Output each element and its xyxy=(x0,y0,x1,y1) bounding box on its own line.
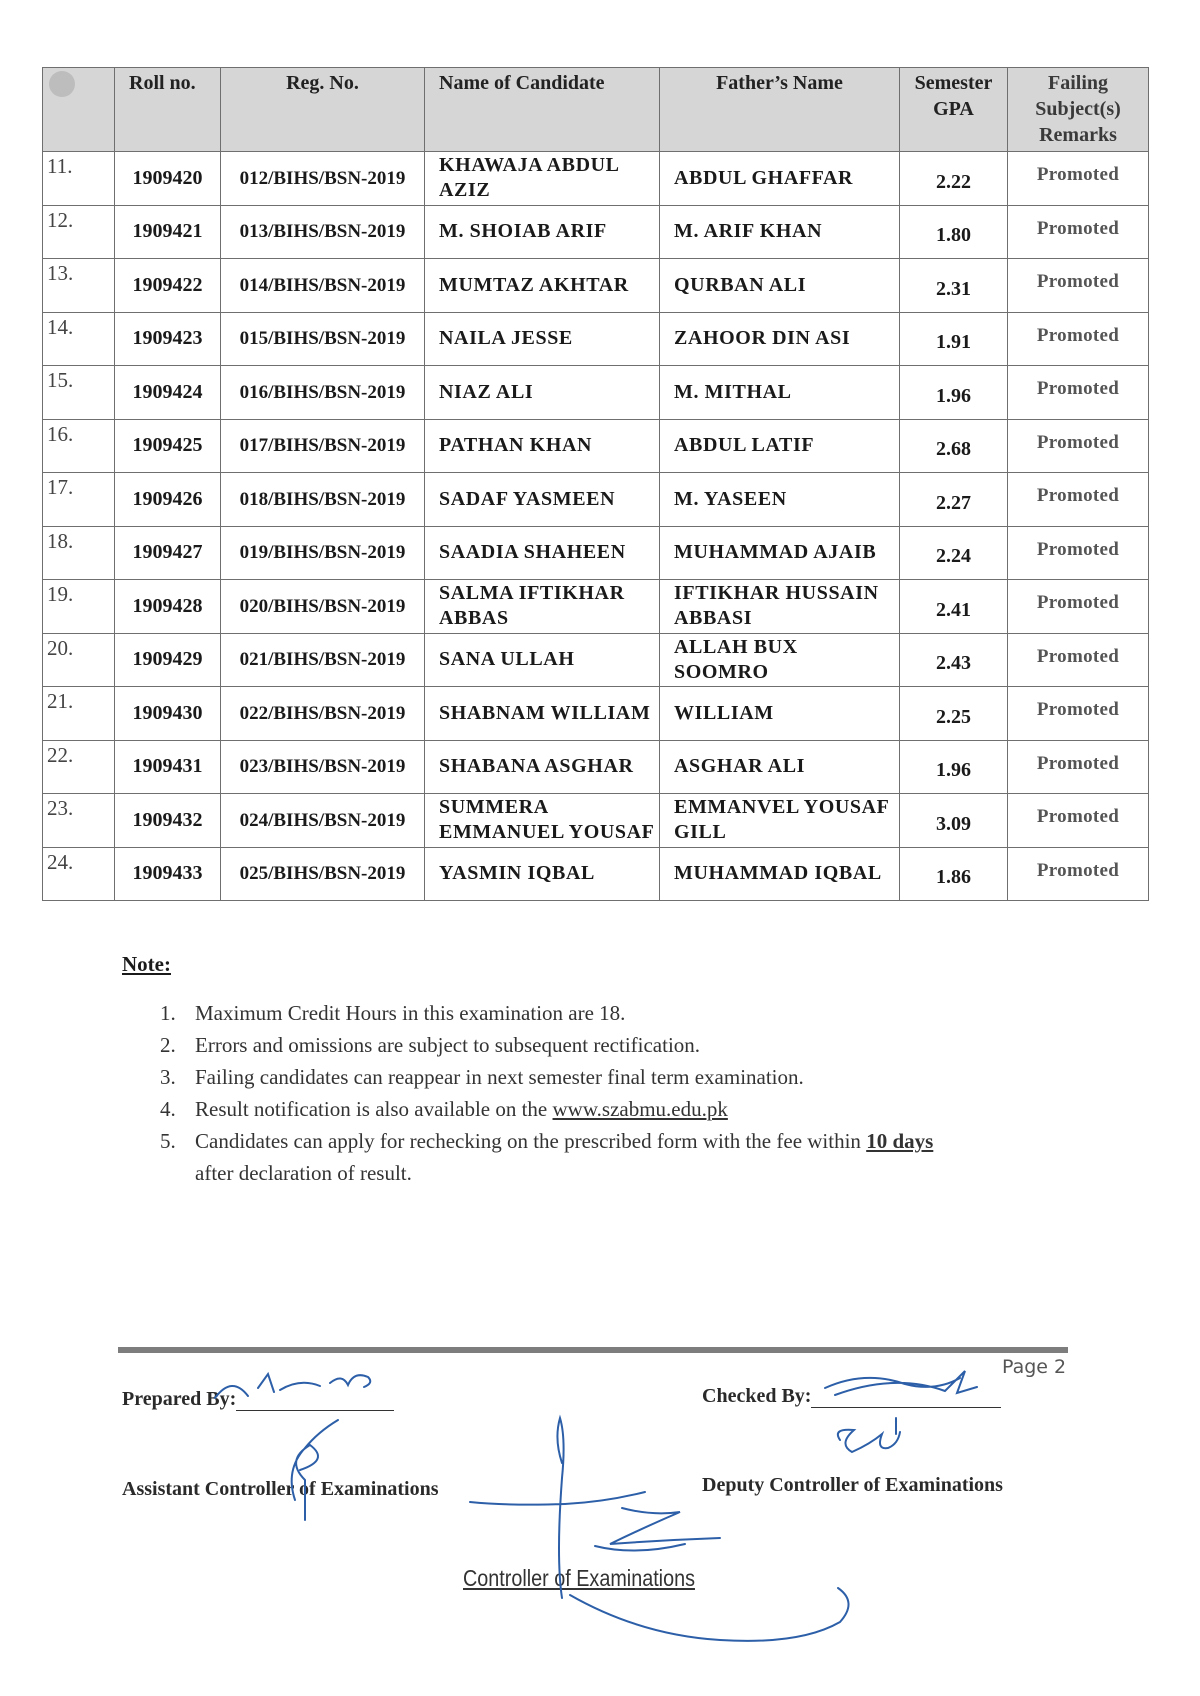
gpa-cell: 2.22 xyxy=(900,152,1008,206)
controller-title: Controller of Examinations xyxy=(463,1565,695,1591)
controller-signature xyxy=(470,1418,849,1641)
note-item: 5. Candidates can apply for rechecking on the prescribed form with the fee within 10 days after declaration of result. xyxy=(160,1129,934,1185)
candidate-name-cell: M. SHOIAB ARIF xyxy=(425,205,660,259)
remarks-cell: Promoted xyxy=(1008,205,1149,259)
father-name-cell: M. ARIF KHAN xyxy=(660,205,900,259)
roll-no-cell: 1909423 xyxy=(115,312,221,366)
gpa-cell: 1.80 xyxy=(900,205,1008,259)
remarks-cell: Promoted xyxy=(1008,794,1149,848)
reg-no-cell: 018/BIHS/BSN-2019 xyxy=(221,473,425,527)
reg-no-cell: 025/BIHS/BSN-2019 xyxy=(221,847,425,901)
sr-no-cell: 24. xyxy=(43,847,115,901)
reg-no-cell: 015/BIHS/BSN-2019 xyxy=(221,312,425,366)
gpa-cell: 2.41 xyxy=(900,580,1008,634)
reg-no-cell: 020/BIHS/BSN-2019 xyxy=(221,580,425,634)
gpa-cell: 2.68 xyxy=(900,419,1008,473)
table-row xyxy=(43,312,1149,366)
note-item: 4. Result notification is also available on the www.szabmu.edu.pk xyxy=(160,1097,728,1121)
reg-no-cell: 013/BIHS/BSN-2019 xyxy=(221,205,425,259)
deadline-emphasis: 10 days xyxy=(866,1129,934,1153)
roll-no-cell: 1909427 xyxy=(115,526,221,580)
footer-divider xyxy=(118,1347,1068,1353)
sr-no-cell: 13. xyxy=(43,259,115,313)
roll-no-cell: 1909431 xyxy=(115,740,221,794)
candidate-name-cell: SHABNAM WILLIAM xyxy=(425,687,660,741)
father-name-cell: ALLAH BUX SOOMRO xyxy=(660,633,900,687)
reg-no-cell: 019/BIHS/BSN-2019 xyxy=(221,526,425,580)
candidate-name-cell: MUMTAZ AKHTAR xyxy=(425,259,660,313)
sr-no-cell: 19. xyxy=(43,580,115,634)
prepared-by-label: Prepared By: xyxy=(122,1388,237,1410)
page-number: Page 2 xyxy=(1002,1356,1067,1378)
roll-no-cell: 1909432 xyxy=(115,794,221,848)
gpa-cell: 1.96 xyxy=(900,740,1008,794)
candidate-name-cell: NIAZ ALI xyxy=(425,366,660,420)
table-row xyxy=(43,419,1149,473)
roll-no-header: Roll no. xyxy=(115,68,221,152)
checked-by xyxy=(702,1385,1001,1408)
sr-no-cell: 18. xyxy=(43,526,115,580)
father-name-cell: ABDUL GHAFFAR xyxy=(660,152,900,206)
father-name-cell: M. MITHAL xyxy=(660,366,900,420)
remarks-cell: Promoted xyxy=(1008,633,1149,687)
sr-no-cell: 20. xyxy=(43,633,115,687)
roll-no-cell: 1909425 xyxy=(115,419,221,473)
sr-no-cell: 14. xyxy=(43,312,115,366)
father-name-cell: WILLIAM xyxy=(660,687,900,741)
gpa-cell: 1.96 xyxy=(900,366,1008,420)
gpa-cell: 2.43 xyxy=(900,633,1008,687)
reg-no-cell: 024/BIHS/BSN-2019 xyxy=(221,794,425,848)
table-row xyxy=(43,473,1149,527)
father-name-cell: M. YASEEN xyxy=(660,473,900,527)
candidate-name-cell: PATHAN KHAN xyxy=(425,419,660,473)
remarks-cell: Promoted xyxy=(1008,473,1149,527)
notes-title: Note: xyxy=(122,952,171,976)
father-name-cell: ASGHAR ALI xyxy=(660,740,900,794)
reg-no-cell: 022/BIHS/BSN-2019 xyxy=(221,687,425,741)
sr-no-cell: 16. xyxy=(43,419,115,473)
table-row xyxy=(43,794,1149,848)
father-name-cell: MUHAMMAD AJAIB xyxy=(660,526,900,580)
father-name-cell: ABDUL LATIF xyxy=(660,419,900,473)
sr-no-cell: 23. xyxy=(43,794,115,848)
candidate-name-cell: YASMIN IQBAL xyxy=(425,847,660,901)
candidate-name-cell: KHAWAJA ABDUL AZIZ xyxy=(425,152,660,206)
father-name-cell: EMMANVEL YOUSAF GILL xyxy=(660,794,900,848)
table-row xyxy=(43,687,1149,741)
remarks-cell: Promoted xyxy=(1008,152,1149,206)
remarks-cell: Promoted xyxy=(1008,259,1149,313)
gpa-cell: 2.27 xyxy=(900,473,1008,527)
gpa-cell: 1.86 xyxy=(900,847,1008,901)
father-name-cell: ZAHOOR DIN ASI xyxy=(660,312,900,366)
roll-no-cell: 1909420 xyxy=(115,152,221,206)
remarks-cell: Promoted xyxy=(1008,687,1149,741)
sr-no-header xyxy=(43,68,115,152)
candidate-name-cell: SUMMERA EMMANUEL YOUSAF xyxy=(425,794,660,848)
reg-no-cell: 023/BIHS/BSN-2019 xyxy=(221,740,425,794)
table-row xyxy=(43,205,1149,259)
table-header-row xyxy=(43,68,1149,152)
reg-no-cell: 021/BIHS/BSN-2019 xyxy=(221,633,425,687)
remarks-cell: Promoted xyxy=(1008,740,1149,794)
table-row xyxy=(43,526,1149,580)
website-link[interactable]: www.szabmu.edu.pk xyxy=(552,1097,728,1121)
father-name-cell: IFTIKHAR HUSSAIN ABBASI xyxy=(660,580,900,634)
roll-no-cell: 1909430 xyxy=(115,687,221,741)
roll-no-cell: 1909433 xyxy=(115,847,221,901)
note-item: 2. Errors and omissions are subject to subsequent rectification. xyxy=(160,1033,701,1057)
candidate-name-cell: SALMA IFTIKHAR ABBAS xyxy=(425,580,660,634)
remarks-cell: Promoted xyxy=(1008,419,1149,473)
prepared-signature-line xyxy=(236,1410,394,1411)
roll-no-cell: 1909424 xyxy=(115,366,221,420)
table-row xyxy=(43,152,1149,206)
sr-no-cell: 21. xyxy=(43,687,115,741)
roll-no-cell: 1909429 xyxy=(115,633,221,687)
reg-no-cell: 017/BIHS/BSN-2019 xyxy=(221,419,425,473)
remarks-header: Failing Subject(s) Remarks xyxy=(1008,68,1149,152)
reg-no-cell: 016/BIHS/BSN-2019 xyxy=(221,366,425,420)
note-item: 1. Maximum Credit Hours in this examination are 18. xyxy=(160,1001,626,1025)
sr-no-cell: 11. xyxy=(43,152,115,206)
gpa-cell: 2.25 xyxy=(900,687,1008,741)
gpa-cell: 1.91 xyxy=(900,312,1008,366)
roll-no-cell: 1909428 xyxy=(115,580,221,634)
punch-hole-mark xyxy=(49,71,75,97)
roll-no-cell: 1909422 xyxy=(115,259,221,313)
table-row xyxy=(43,580,1149,634)
sr-no-cell: 17. xyxy=(43,473,115,527)
father-name-cell: MUHAMMAD IQBAL xyxy=(660,847,900,901)
notes-section xyxy=(122,952,1082,1189)
candidate-name-header: Name of Candidate xyxy=(425,68,660,152)
remarks-cell: Promoted xyxy=(1008,526,1149,580)
checked-by-label: Checked By: xyxy=(702,1385,812,1407)
notes-list xyxy=(122,997,1082,1189)
sr-no-cell: 12. xyxy=(43,205,115,259)
sr-no-cell: 15. xyxy=(43,366,115,420)
table-row xyxy=(43,847,1149,901)
candidate-name-cell: SANA ULLAH xyxy=(425,633,660,687)
checked-signature-line xyxy=(811,1407,1001,1408)
candidate-name-cell: SHABANA ASGHAR xyxy=(425,740,660,794)
gpa-cell: 3.09 xyxy=(900,794,1008,848)
table-row xyxy=(43,259,1149,313)
remarks-cell: Promoted xyxy=(1008,580,1149,634)
assistant-controller-title: Assistant Controller of Examinations xyxy=(122,1478,439,1500)
remarks-cell: Promoted xyxy=(1008,366,1149,420)
father-name-cell: QURBAN ALI xyxy=(660,259,900,313)
table-row xyxy=(43,366,1149,420)
candidate-name-cell: NAILA JESSE xyxy=(425,312,660,366)
gpa-cell: 2.24 xyxy=(900,526,1008,580)
assistant-initials xyxy=(292,1420,338,1520)
table-row xyxy=(43,633,1149,687)
father-name-header: Father’s Name xyxy=(660,68,900,152)
sr-no-cell: 22. xyxy=(43,740,115,794)
results-table xyxy=(42,67,1149,901)
note-item: 3. Failing candidates can reappear in next semester final term examination. xyxy=(160,1065,804,1089)
deputy-signature xyxy=(838,1418,900,1452)
roll-no-cell: 1909421 xyxy=(115,205,221,259)
table-row xyxy=(43,740,1149,794)
candidate-name-cell: SADAF YASMEEN xyxy=(425,473,660,527)
reg-no-cell: 014/BIHS/BSN-2019 xyxy=(221,259,425,313)
semester-gpa-header: Semester GPA xyxy=(900,68,1008,152)
deputy-controller-title: Deputy Controller of Examinations xyxy=(702,1474,1003,1496)
roll-no-cell: 1909426 xyxy=(115,473,221,527)
gpa-cell: 2.31 xyxy=(900,259,1008,313)
reg-no-cell: 012/BIHS/BSN-2019 xyxy=(221,152,425,206)
remarks-cell: Promoted xyxy=(1008,847,1149,901)
remarks-cell: Promoted xyxy=(1008,312,1149,366)
reg-no-header: Reg. No. xyxy=(221,68,425,152)
candidate-name-cell: SAADIA SHAHEEN xyxy=(425,526,660,580)
prepared-by xyxy=(122,1388,394,1411)
